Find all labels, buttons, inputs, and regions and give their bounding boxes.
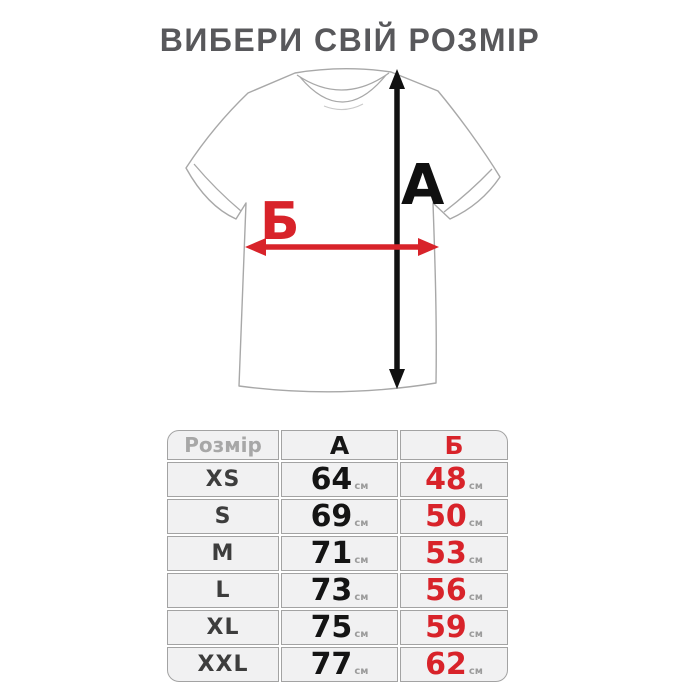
value-b: 48	[425, 461, 467, 497]
unit-label: см	[468, 517, 483, 529]
table-cell-b-s	[400, 499, 508, 534]
table-row-size-s: S	[167, 499, 279, 534]
value-b: 62	[425, 646, 467, 682]
table-row-size-xs: XS	[167, 462, 279, 497]
value-a: 77	[310, 646, 353, 682]
value-a: 73	[310, 572, 353, 608]
value-b: 59	[425, 609, 467, 645]
page-title: ВИБЕРИ СВІЙ РОЗМІР	[159, 22, 541, 58]
unit-label: см	[354, 554, 369, 566]
table-header-b: Б	[400, 430, 508, 460]
table-cell-a-xl	[281, 610, 398, 645]
unit-label: см	[354, 665, 369, 677]
unit-label: см	[354, 628, 369, 640]
value-a: 69	[310, 498, 353, 534]
table-cell-a-xs	[281, 462, 398, 497]
height-label: А	[401, 153, 445, 218]
value-a: 71	[310, 535, 353, 571]
table-header-a: А	[281, 430, 398, 460]
width-label: Б	[260, 192, 300, 252]
table-header-size: Розмір	[167, 430, 279, 460]
table-cell-b-l	[400, 573, 508, 608]
table-cell-b-xl	[400, 610, 508, 645]
table-row-size-l: L	[167, 573, 279, 608]
unit-label: см	[354, 480, 369, 492]
table-cell-a-l	[281, 573, 398, 608]
unit-label: см	[354, 517, 369, 529]
unit-label: см	[468, 554, 483, 566]
table-cell-b-xs	[400, 462, 508, 497]
unit-label: см	[468, 665, 483, 677]
size-table	[167, 430, 508, 682]
unit-label: см	[354, 591, 369, 603]
unit-label: см	[468, 628, 483, 640]
table-row-size-xl: XL	[167, 610, 279, 645]
tshirt-outline	[186, 69, 500, 392]
value-b: 50	[425, 498, 467, 534]
value-a: 64	[310, 461, 353, 497]
value-b: 56	[425, 572, 467, 608]
value-b: 53	[425, 535, 467, 571]
tshirt-diagram-svg	[150, 55, 550, 415]
table-cell-a-m	[281, 536, 398, 571]
table-cell-b-m	[400, 536, 508, 571]
value-a: 75	[310, 609, 353, 645]
table-row-size-m: M	[167, 536, 279, 571]
tshirt-diagram	[150, 55, 550, 415]
unit-label: см	[468, 591, 483, 603]
table-cell-a-xxl	[281, 647, 398, 682]
unit-label: см	[468, 480, 483, 492]
table-row-size-xxl: XXL	[167, 647, 279, 682]
table-cell-a-s	[281, 499, 398, 534]
table-cell-b-xxl	[400, 647, 508, 682]
